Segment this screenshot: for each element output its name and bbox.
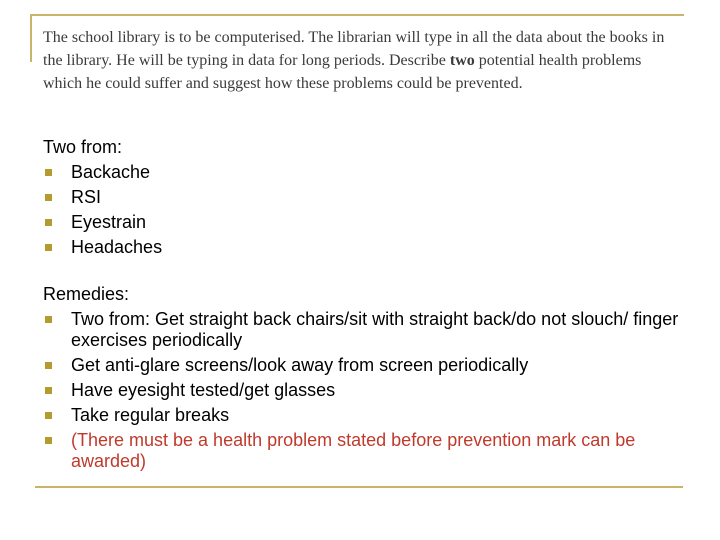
square-bullet-icon (45, 219, 52, 226)
answers-section (43, 135, 683, 260)
top-rule (30, 14, 684, 16)
question-text (43, 26, 683, 95)
list-item-text: Headaches (71, 237, 163, 257)
bottom-rule (35, 486, 683, 488)
list-item (43, 160, 683, 185)
list-item-text: (There must be a health problem stated before prevention mark can be awarded) (71, 430, 636, 471)
square-bullet-icon (45, 387, 52, 394)
list-item-text: Take regular breaks (71, 405, 230, 425)
list-item (43, 210, 683, 235)
list-item-text: Have eyesight tested/get glasses (71, 380, 336, 400)
question-emphasis: two (449, 52, 475, 69)
question-part: potential health problems which he could suffer and suggest how these problems could be prevented. (43, 52, 642, 92)
square-bullet-icon (45, 362, 52, 369)
list-item (43, 235, 683, 260)
list-item (43, 428, 683, 474)
list-item (43, 403, 683, 428)
left-rule (30, 14, 32, 62)
answers-heading: Two from: (43, 137, 123, 157)
list-item-text: Get anti-glare screens/look away from screen periodically (71, 355, 529, 375)
list-item-text: Eyestrain (71, 212, 147, 232)
list-item-text: Two from: Get straight back chairs/sit with straight back/do not slouch/ finger exercises periodically (71, 309, 679, 350)
list-item (43, 307, 683, 353)
list-item-text: RSI (71, 187, 102, 207)
remedies-list (43, 307, 683, 474)
list-item (43, 378, 683, 403)
remedies-section (43, 282, 683, 474)
square-bullet-icon (45, 412, 52, 419)
square-bullet-icon (45, 194, 52, 201)
square-bullet-icon (45, 169, 52, 176)
list-item (43, 353, 683, 378)
question-part: The school library is to be computerised. The librarian will type in all the data about the books in the library. He will be typing in data for long periods. Describe (43, 29, 665, 69)
list-item-text: Backache (71, 162, 151, 182)
list-item (43, 185, 683, 210)
square-bullet-icon (45, 316, 52, 323)
square-bullet-icon (45, 244, 52, 251)
remedies-heading: Remedies: (43, 284, 130, 304)
square-bullet-icon (45, 437, 52, 444)
answers-list (43, 160, 683, 260)
